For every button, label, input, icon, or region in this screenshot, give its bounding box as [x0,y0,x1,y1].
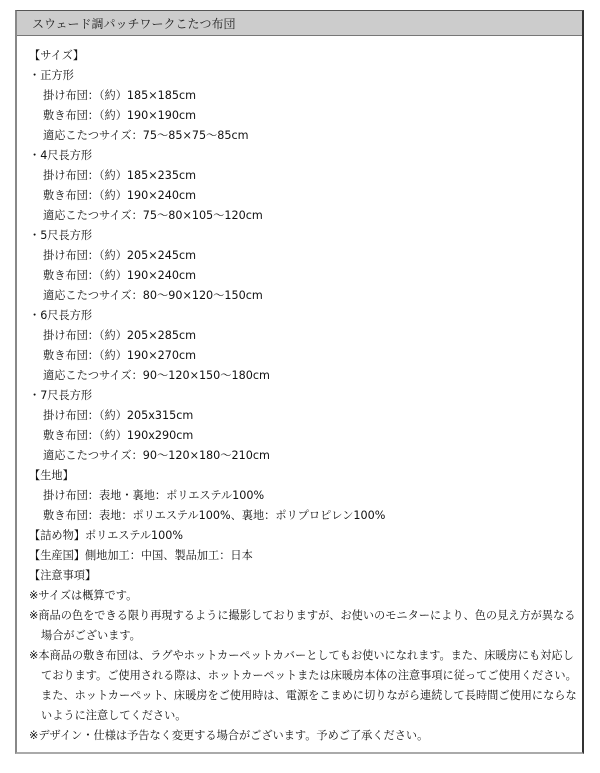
shiki-size: 敷き布団：（約）190×240cm [43,269,197,282]
size-group-label: ・6尺長方形 [29,309,93,322]
spec-box [15,10,584,754]
kake-size: 掛け布団：（約）185×185cm [43,89,197,102]
notes-heading: 【注意事項】 [29,569,97,582]
size-heading: 【サイズ】 [29,49,85,62]
size-group-label: ・5尺長方形 [29,229,93,242]
note-item: ※サイズは概算です。 [29,589,138,602]
kotatsu-size: 適応こたつサイズ：75～80×105～120cm [43,209,263,222]
kotatsu-size: 適応こたつサイズ：80～90×120～150cm [43,289,263,302]
note-item: ※デザイン・仕様は予告なく変更する場合がございます。予めご了承ください。 [29,729,429,742]
spec-header [17,11,582,36]
note-item: ※商品の色をできる限り再現するように撮影しておりますが、お使いのモニターにより、色の見え方が異なる場合がございます。 [29,609,576,642]
shiki-size: 敷き布団：（約）190x290cm [43,429,194,442]
fabric-shiki: 敷き布団：表地：ポリエステル100%、裏地：ポリプロピレン100% [43,509,386,522]
filling-info: 【詰め物】ポリエステル100% [29,529,184,542]
size-group-label: ・7尺長方形 [29,389,93,402]
shiki-size: 敷き布団：（約）190×270cm [43,349,197,362]
kotatsu-size: 適応こたつサイズ：90～120×180～210cm [43,449,270,462]
kake-size: 掛け布団：（約）205×285cm [43,329,197,342]
kake-size: 掛け布団：（約）205x315cm [43,409,194,422]
shiki-size: 敷き布団：（約）190×190cm [43,109,197,122]
fabric-heading: 【生地】 [29,469,74,482]
fabric-kake: 掛け布団：表地・裏地：ポリエステル100% [43,489,265,502]
origin-info: 【生産国】側地加工：中国、製品加工：日本 [29,549,253,562]
kotatsu-size: 適応こたつサイズ：90～120×150～180cm [43,369,270,382]
note-item: ※本商品の敷き布団は、ラグやホットカーペットカバーとしてもお使いになれます。また、床暖房にも対応しております。ご使用される際は、ホットカーペットまたは床暖房本体の注意事項に従ってご使用ください。また、ホットカーペット、床暖房をご使用時は、電源をこまめに切りながら連続して長時間ご使用にならないように注意してください。 [29,649,577,722]
product-title: スウェード調パッチワークこたつ布団 [32,16,236,31]
size-group-label: ・正方形 [29,69,74,82]
kake-size: 掛け布団：（約）205×245cm [43,249,197,262]
size-group-label: ・4尺長方形 [29,149,93,162]
kotatsu-size: 適応こたつサイズ：75～85×75～85cm [43,129,249,142]
shiki-size: 敷き布団：（約）190×240cm [43,189,197,202]
spec-content [17,36,582,746]
kake-size: 掛け布団：（約）185×235cm [43,169,197,182]
